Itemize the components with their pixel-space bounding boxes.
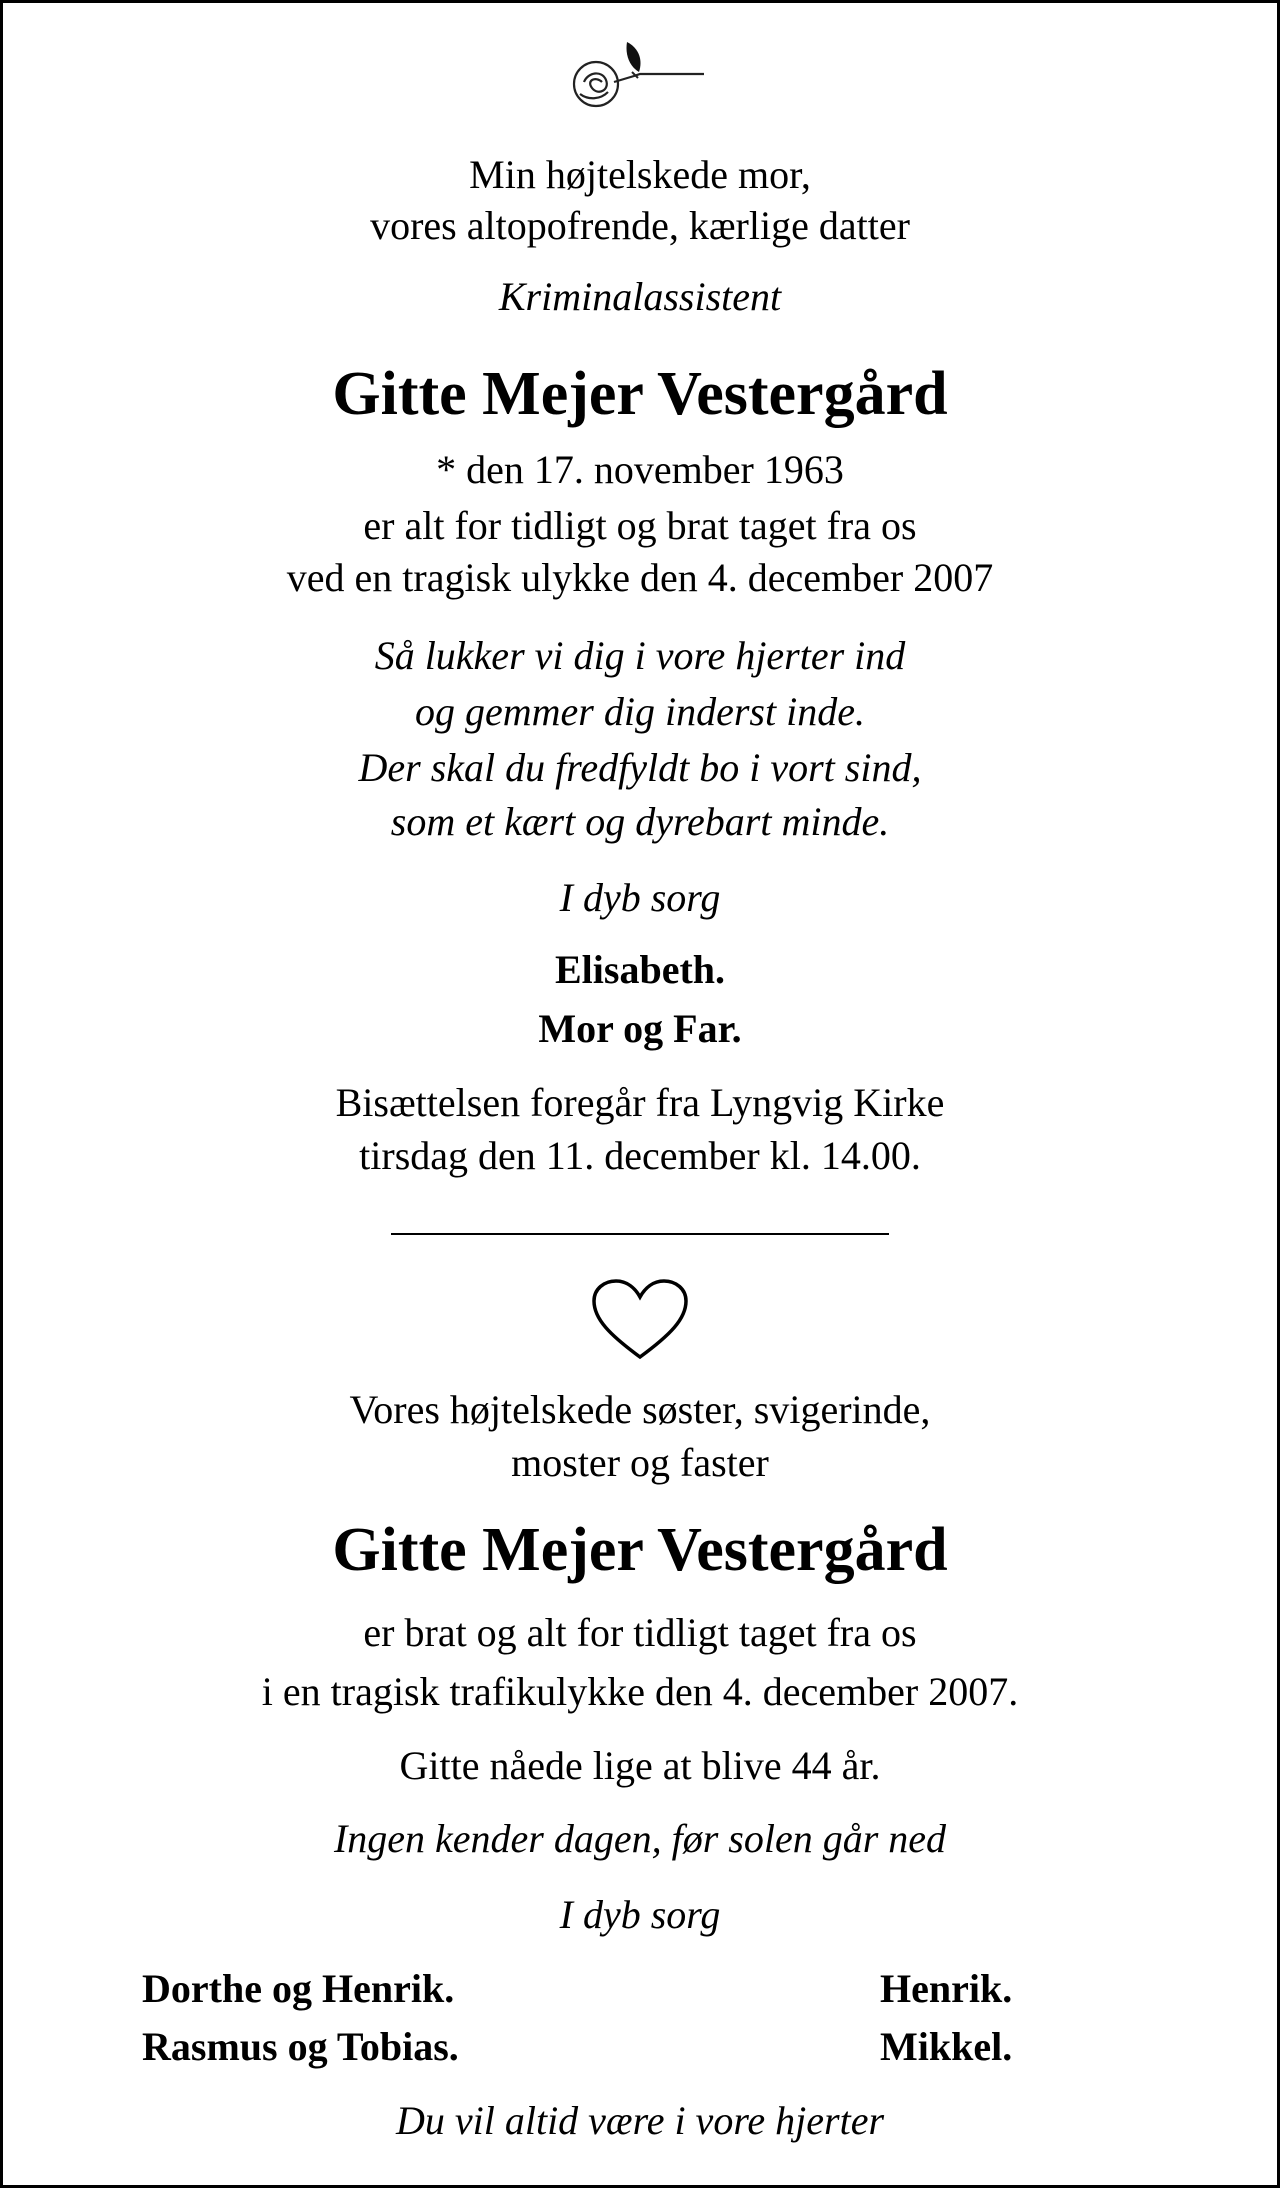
signature-right: Mikkel. [880, 2024, 1013, 2069]
signature-left: Rasmus og Tobias. [142, 2024, 459, 2069]
divider [391, 1233, 889, 1235]
poem-line: Så lukker vi dig i vore hjerter ind [374, 633, 906, 678]
heart-icon [590, 1277, 690, 1363]
poem-line: og gemmer dig inderst inde. [415, 689, 865, 734]
date-line: * den 17. november 1963 [436, 447, 844, 492]
closing-line: Du vil altid være i vore hjerter [395, 2098, 885, 2143]
intro-line: vores altopofrende, kærlige datter [370, 203, 910, 248]
age-line: Gitte nåede lige at blive 44 år. [399, 1743, 881, 1788]
occupation: Kriminalassistent [498, 274, 782, 319]
poem-line: som et kært og dyrebart minde. [390, 799, 890, 844]
signature: Mor og Far. [538, 1006, 742, 1051]
signature-right: Henrik. [880, 1966, 1013, 2011]
intro-line: moster og faster [511, 1440, 769, 1485]
text-line: er brat og alt for tidligt taget fra os [363, 1610, 917, 1655]
rose-icon [570, 38, 710, 116]
poem-line: Der skal du fredfyldt bo i vort sind, [358, 745, 922, 790]
intro-line: Vores højtelskede søster, svigerinde, [349, 1387, 931, 1432]
deceased-name: Gitte Mejer Vestergård [332, 1516, 948, 1584]
mourning-text: I dyb sorg [559, 875, 721, 920]
date-line: er alt for tidligt og brat taget fra os [363, 503, 917, 548]
funeral-line: tirsdag den 11. december kl. 14.00. [359, 1133, 921, 1178]
quote: Ingen kender dagen, før solen går ned [333, 1816, 947, 1861]
deceased-name: Gitte Mejer Vestergård [332, 360, 948, 428]
mourning-text: I dyb sorg [559, 1892, 721, 1937]
intro-line: Min højtelskede mor, [469, 152, 811, 197]
text-line: i en tragisk trafikulykke den 4. december 2007. [261, 1669, 1019, 1714]
funeral-line: Bisættelsen foregår fra Lyngvig Kirke [335, 1080, 945, 1125]
date-line: ved en tragisk ulykke den 4. december 2007 [286, 555, 994, 600]
signature-left: Dorthe og Henrik. [142, 1966, 455, 2011]
signature: Elisabeth. [554, 947, 726, 992]
